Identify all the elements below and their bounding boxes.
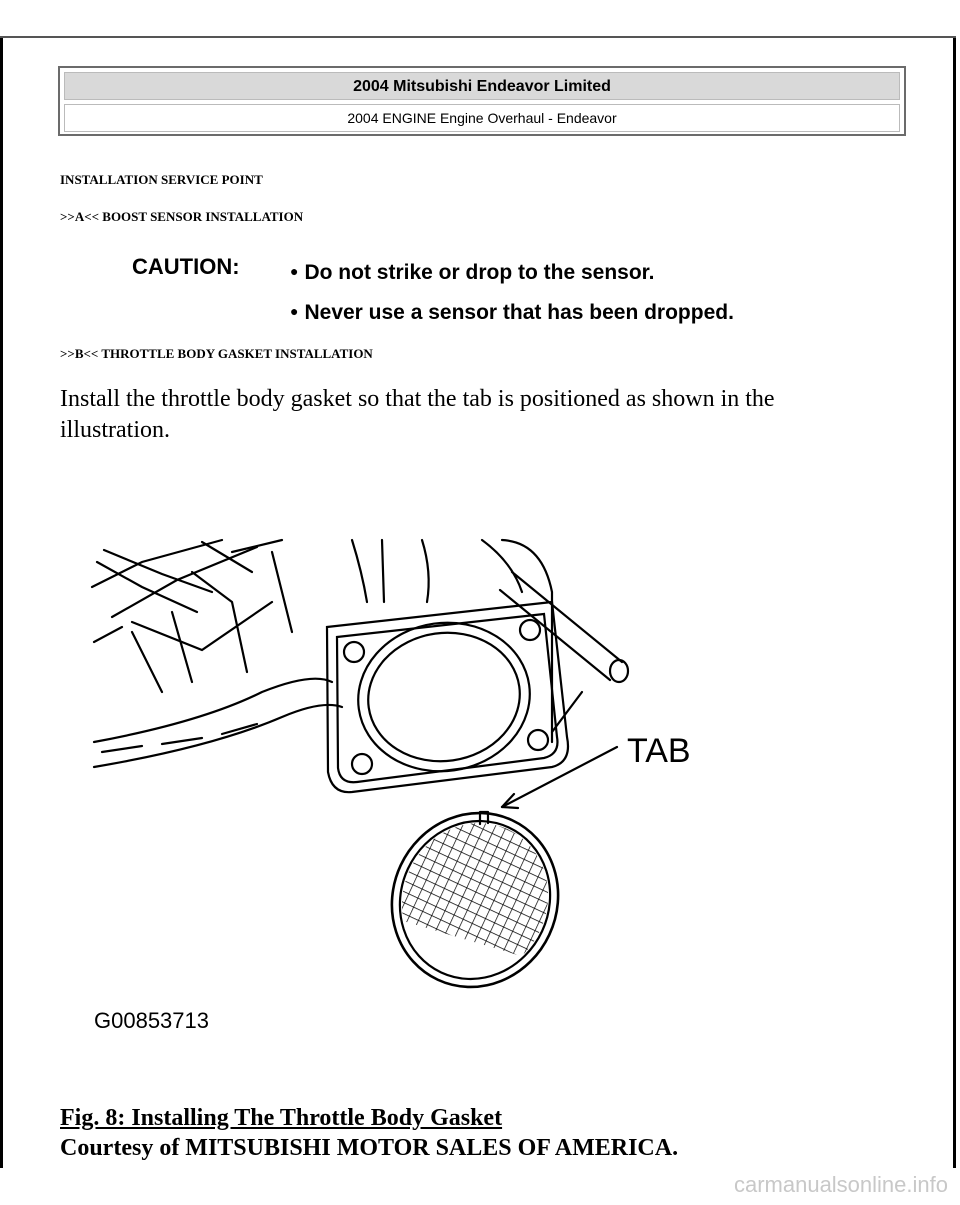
caution-item-text: Do not strike or drop to the sensor. xyxy=(304,261,655,284)
caution-item xyxy=(290,258,734,298)
watermark: carmanualsonline.info xyxy=(733,1172,948,1197)
caution-label: CAUTION: xyxy=(132,254,240,279)
caution-item xyxy=(290,298,734,338)
document-header xyxy=(58,66,906,136)
courtesy-line: Courtesy of MITSUBISHI MOTOR SALES OF AMERICA. xyxy=(60,1135,679,1161)
step-a-heading: >>A<< BOOST SENSOR INSTALLATION xyxy=(60,209,304,224)
tab-label: TAB xyxy=(627,732,691,770)
page-frame-left xyxy=(0,38,3,1168)
throttle-gasket-illustration xyxy=(82,532,702,1036)
page-frame-top xyxy=(0,36,956,38)
step-b-heading: >>B<< THROTTLE BODY GASKET INSTALLATION xyxy=(60,346,373,361)
bullet-icon: ● xyxy=(290,263,299,279)
vehicle-title: 2004 Mitsubishi Endeavor Limited xyxy=(64,72,900,100)
instruction-text: Install the throttle body gasket so that the tab is positioned as shown in the illustration. xyxy=(60,386,775,443)
caution-item-text: Never use a sensor that has been dropped. xyxy=(304,301,734,324)
section-heading: INSTALLATION SERVICE POINT xyxy=(60,172,263,187)
page-frame-right xyxy=(953,38,956,1168)
section-subtitle: 2004 ENGINE Engine Overhaul - Endeavor xyxy=(64,104,900,132)
figure-id: G00853713 xyxy=(94,1008,209,1033)
figure-caption: Fig. 8: Installing The Throttle Body Gasket xyxy=(60,1105,503,1131)
bullet-icon: ● xyxy=(290,303,299,319)
caution-list xyxy=(290,258,734,338)
